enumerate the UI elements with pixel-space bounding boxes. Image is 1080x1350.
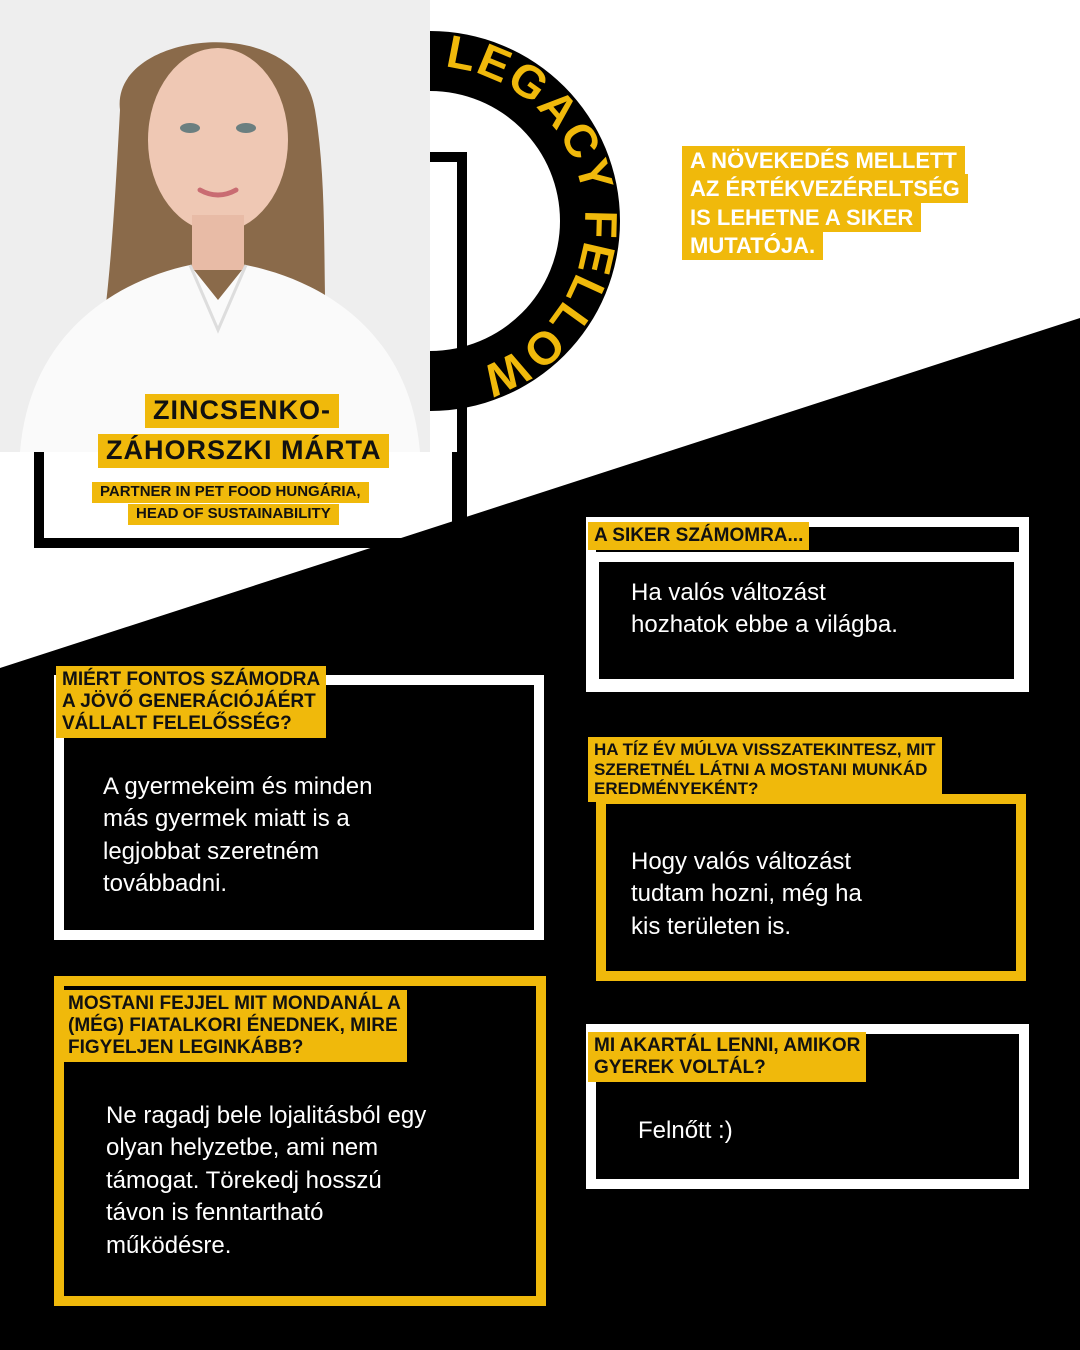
quote-line-4: MUTATÓJA. xyxy=(682,231,823,260)
fellow-text: FELLOW xyxy=(473,209,628,408)
answer-childhood: Felnőtt :) xyxy=(638,1117,733,1144)
question-label-responsibility: MIÉRT FONTOS SZÁMODRA A JÖVŐ GENERÁCIÓJÁÉRT VÁLLALT FELELŐSSÉG? xyxy=(56,666,326,738)
answer-advice: Ne ragadj bele lojalitásból egy olyan helyzetbe, ami nem támogat. Törekedj hosszú távon is fenntartható működésre. xyxy=(106,1102,427,1259)
answer-ten-years: Hogy valós változást tudtam hozni, még ha kis területen is. xyxy=(631,848,862,940)
quote-line-3: IS LEHETNE A SIKER xyxy=(682,203,921,232)
person-name-line2: ZÁHORSZKI MÁRTA xyxy=(98,434,389,468)
question-label-childhood: MI AKARTÁL LENNI, AMIKOR GYEREK VOLTÁL? xyxy=(588,1032,866,1082)
question-label-advice: MOSTANI FEJJEL MIT MONDANÁL A (MÉG) FIATALKORI ÉNEDNEK, MIRE FIGYELJEN LEGINKÁBB? xyxy=(62,990,407,1062)
person-title-line2: HEAD OF SUSTAINABILITY xyxy=(128,504,339,525)
legacy-text: LEGACY xyxy=(442,26,625,198)
question-label-ten-years: HA TÍZ ÉV MÚLVA VISSZATEKINTESZ, MIT SZERETNÉL LÁTNI A MOSTANI MUNKÁD EREDMÉNYEKÉNT? xyxy=(588,737,942,802)
headline-quote xyxy=(682,148,968,260)
answer-responsibility: A gyermekeim és minden más gyermek miatt is a legjobbat szeretném továbbadni. xyxy=(103,773,373,898)
answer-success: Ha valós változást hozhatok ebbe a világba. xyxy=(631,579,898,639)
quote-line-2: AZ ÉRTÉKVEZÉRELTSÉG xyxy=(682,174,968,203)
legacy-fellow-badge xyxy=(420,26,650,416)
question-label-success: A SIKER SZÁMOMRA... xyxy=(588,522,809,550)
person-title-line1: PARTNER IN PET FOOD HUNGÁRIA, xyxy=(92,482,369,503)
person-name-line1: ZINCSENKO- xyxy=(145,394,339,428)
quote-line-1: A NÖVEKEDÉS MELLETT xyxy=(682,146,965,175)
